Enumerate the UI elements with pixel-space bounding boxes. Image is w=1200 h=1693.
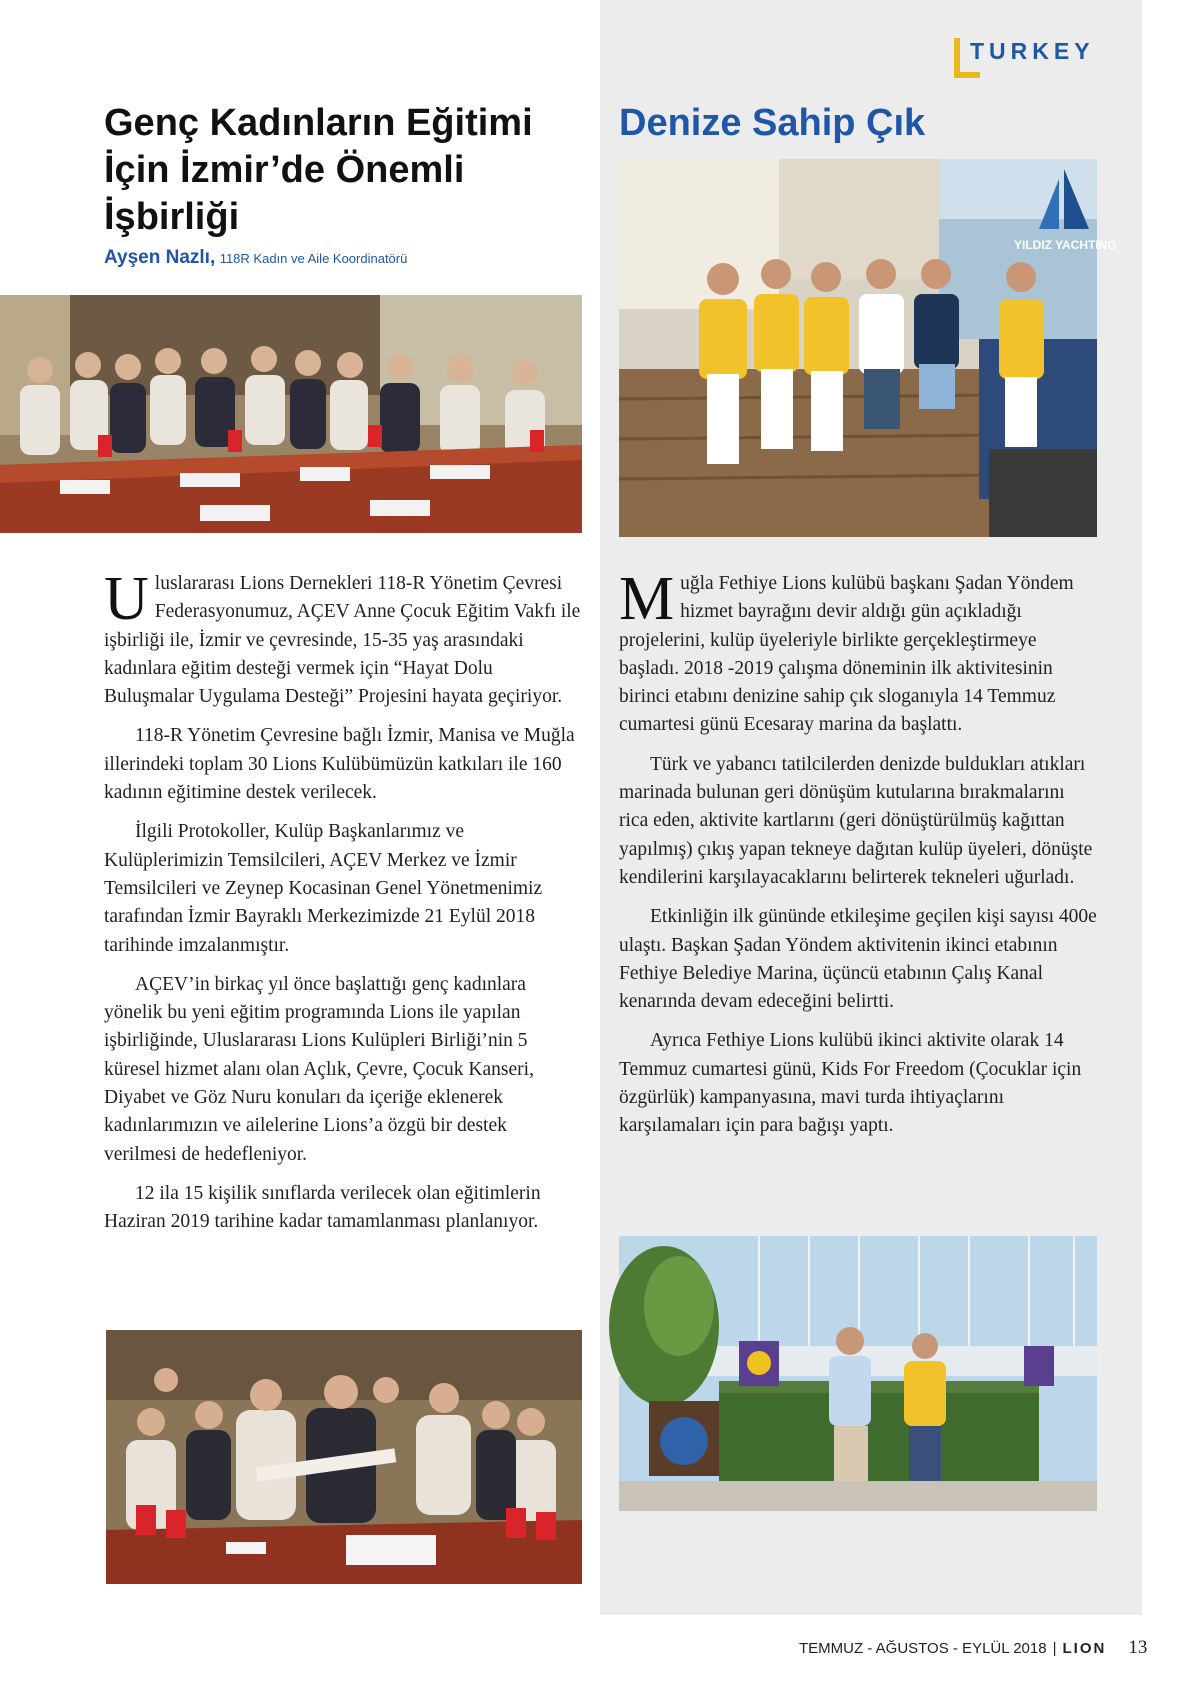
body-paragraph: Ayrıca Fethiye Lions kulübü ikinci aktivite olarak 14 Temmuz cumartesi günü, Kids For Freedom (Çocuklar için özgürlük) kampanyasına, mavi turda ihtiyaçlarını karşılamaları için para bağışı yaptı. — [619, 1030, 1082, 1137]
drop-cap: M — [619, 565, 675, 633]
right-article-title: Denize Sahip Çık — [619, 102, 926, 144]
footer-separator: | — [1052, 1640, 1057, 1657]
author-name: Ayşen Nazlı, — [104, 247, 216, 268]
body-paragraph: 118-R Yönetim Çevresine bağlı İzmir, Manisa ve Muğla illerindeki toplam 30 Lions Kulübümüzün katkıları ile 160 kadının eğitimine destek verilecek. — [104, 725, 575, 804]
body-paragraph: Türk ve yabancı tatilcilerden denizde buldukları atıkları marinada bulunan geri dönüşüm kutularına bırakmalarını rica eden, aktivite kartlarını (geri dönüştürülmüş kağıttan yapılmış) çıkış yapan tekneye dağıtan kulüp üyeleri, dönüşte kendilerini karşılayacaklarını belirterek tekneleri uğurladı. — [619, 753, 1093, 888]
region-label: TURKEY — [970, 38, 1095, 64]
marina-volunteers-photo — [619, 159, 1117, 537]
body-paragraph: 12 ila 15 kişilik sınıflarda verilecek olan eğitimlerin Haziran 2019 tarihine kadar tamamlanması planlanıyor. — [104, 1182, 541, 1233]
body-paragraph: Etkinliğin ilk gününde etkileşime geçilen kişi sayısı 400e ulaştı. Başkan Şadan Yöndem aktivitenin ikinci etabının Fethiye Belediye Marina, üçüncü etabının Çalış Kanal kenarında devam edeceğini belirtti. — [619, 906, 1097, 1013]
left-article-title: Genç Kadınların Eğitimi İçin İzmir’de Önemli İşbirliği — [104, 102, 533, 238]
issue-date: TEMMUZ - AĞUSTOS - EYLÜL 2018 — [799, 1640, 1047, 1657]
drop-cap: U — [104, 565, 149, 633]
recycling-bins-photo — [619, 1236, 1097, 1511]
body-paragraph: İlgili Protokoller, Kulüp Başkanlarımız ve Kulüplerimizin Temsilcileri, AÇEV Merkez ve İzmir Temsilcileri ve Zeynep Kocasinan Genel Yönetmenimiz tarafından İzmir Bayraklı Merkezimizde 21 Eylül 2018 tarihinde imzalanmıştır. — [104, 821, 543, 956]
body-paragraph: Muğla Fethiye Lions kulübü başkanı Şadan Yöndem hizmet bayrağını devir aldığı gün açıkladığı projelerini, kulüp üyeleriyle birlikte gerçekleştirmeye başladı. 2018 -2019 çalışma döneminin ilk aktivitesinin birinci etabını denizine sahip çık sloganıyla 14 Temmuz cumartesi günü Ecesaray marina da başlattı. — [619, 565, 1074, 736]
yachting-sign-text: YILDIZ YACHTING — [1014, 238, 1117, 252]
byline — [104, 247, 407, 269]
meeting-group-photo — [0, 295, 582, 533]
protocol-signing-photo — [106, 1330, 582, 1584]
body-paragraph: Uluslararası Lions Dernekleri 118-R Yönetim Çevresi Federasyonumuz, AÇEV Anne Çocuk Eğitim Vakfı ile işbirliği ile, İzmir ve çevresinde, 15-35 yaş arasındaki kadınlara eğitim desteği vermek için “Hayat Dolu Buluşmalar Uygulama Desteği” Projesini hayata geçiriyor. — [104, 565, 581, 708]
page-footer — [799, 1637, 1147, 1659]
left-article-body — [104, 565, 582, 1248]
page-number: 13 — [1128, 1637, 1148, 1658]
body-paragraph: AÇEV’in birkaç yıl önce başlattığı genç kadınlara yönelik bu yeni eğitim programında Lions ile yapılan işbirliğinde, Uluslararası Lions Kulüpleri Birliği’nin 5 küresel hizmet alanı olan Açlık, Çevre, Çocuk Kanseri, Diyabet ve Göz Nuru konuları da içeriğe eklenerek kadınlarımızın ve ailelerine Lions’a özgü bir destek verilmesi de hedefleniyor. — [104, 973, 534, 1165]
magazine-name: LION — [1062, 1640, 1107, 1657]
author-role: 118R Kadın ve Aile Koordinatörü — [219, 251, 408, 266]
right-article-body — [619, 565, 1097, 1152]
